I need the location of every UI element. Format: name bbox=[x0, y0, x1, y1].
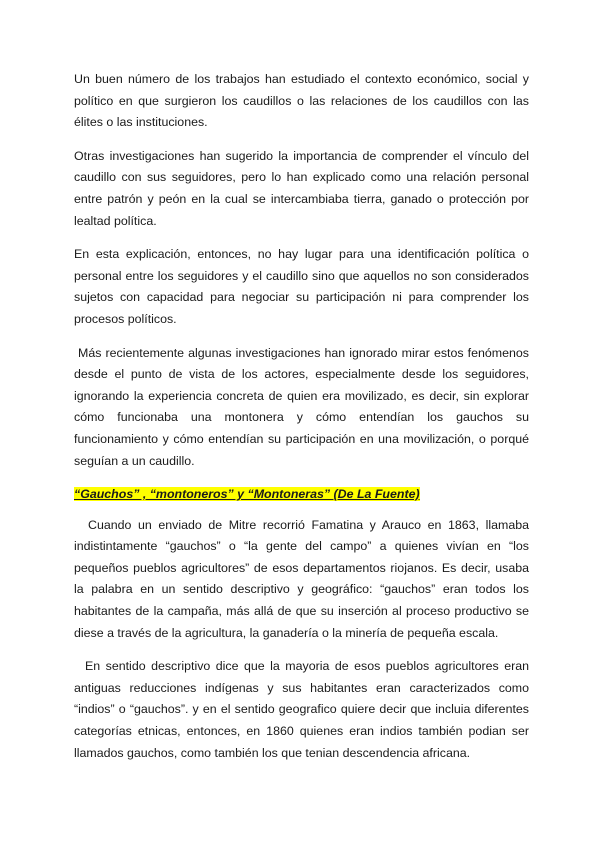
paragraph-investigaciones: Otras investigaciones han sugerido la importancia de comprender el vínculo del caudillo con sus seguidores, pero lo han explicado como una relación personal entre patrón y peón en la cual se intercambiaba tierra, ganado o protección por lealtad política. bbox=[74, 148, 529, 228]
paragraph-mitre: Cuando un enviado de Mitre recorrió Famatina y Arauco en 1863, llamaba indistintamente “gauchos” o “la gente del campo” a quienes vivían en “los pequeños pueblos agricultores” de esos departamentos riojanos. Es decir, usaba la palabra en un sentido descriptivo y geográfico: “gauchos” eran todos los habitantes de la campaña, más allá de que su inserción al proceso productivo se diese a través de la agricultura, la ganadería o la minería de pequeña escala. bbox=[74, 517, 529, 640]
paragraph-sentido-descriptivo: En sentido descriptivo dice que la mayoria de esos pueblos agricultores eran antiguas reducciones indígenas y sus habitantes eran caracterizados como “indios” o “gauchos”. y en el sentido geografico quiere decir que incluia diferentes categorías etnicas, entonces, en 1860 quienes eran indios también podian ser llamados gauchos, como también los que tenian descendencia africana. bbox=[74, 659, 529, 760]
paragraph-explicacion: En esta explicación, entonces, no hay lugar para una identificación política o personal entre los seguidores y el caudillo sino que aquellos no son considerados sujetos con capacidad para negociar su participación ni para comprender los procesos políticos. bbox=[74, 247, 529, 326]
paragraph-recientemente: Más recientemente algunas investigaciones han ignorado mirar estos fenómenos desde el punto de vista de los actores, especialmente desde los seguidores, ignorando la experiencia concreta de quien era movilizado, es decir, sin explorar cómo funcionaba una montonera y cómo entendían los gauchos su funcionamiento y cómo entendían su participación en una movilización, o porqué seguían a un caudillo. bbox=[74, 345, 529, 468]
document-page bbox=[74, 69, 529, 776]
paragraph-trabajos: Un buen número de los trabajos han estudiado el contexto económico, social y político en que surgieron los caudillos o las relaciones de los caudillos con las élites o las instituciones. bbox=[74, 72, 529, 130]
section-heading-text: “Gauchos” , “montoneros” y “Montoneras” (De La Fuente) bbox=[74, 487, 420, 502]
section-heading bbox=[74, 484, 529, 506]
